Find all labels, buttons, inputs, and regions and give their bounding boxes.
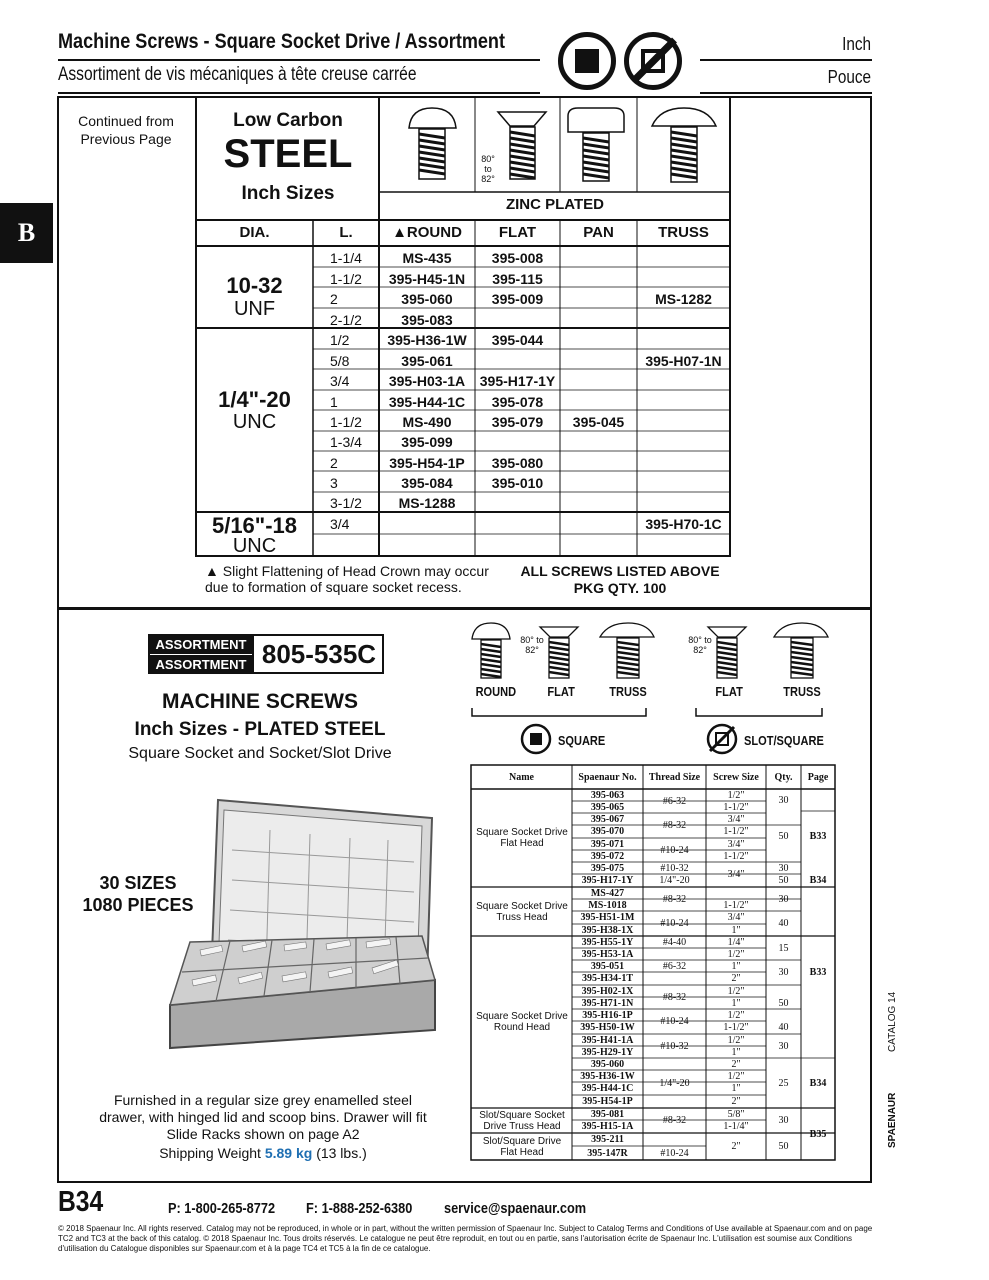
table-page-cell: B33 [809, 967, 827, 978]
table-page-cell: B34 [809, 875, 827, 886]
table-cell-round: 395-H45-1N [388, 271, 466, 287]
table-row-length: 1-1/4 [330, 250, 362, 266]
table-row-length: 1/2 [330, 332, 350, 348]
dia-10-32: 10-32 [226, 273, 283, 298]
table-number-cell: MS-1018 [588, 899, 627, 911]
assortment-size-count: 30 SIZES [99, 873, 177, 893]
table-row-length: 2 [330, 455, 338, 471]
table-cell-round: 395-084 [401, 475, 453, 491]
table-name-cell: Square Socket Drive Truss Head [476, 900, 568, 923]
table-qty-cell: 40 [778, 1022, 789, 1033]
table-page-cell: B33 [809, 831, 827, 842]
table-thread-cell: #10-24 [660, 1147, 689, 1159]
footer-email[interactable]: service@spaenaur.com [444, 1200, 587, 1217]
table-size-cell: 1" [731, 960, 741, 972]
table-number-cell: 395-H41-1A [581, 1034, 634, 1046]
assortment-number: 805-535C [252, 634, 384, 674]
screw-label-flat-2: FLAT [715, 684, 743, 699]
table-thread-cell: 1/4"-20 [659, 1077, 690, 1089]
table-cell-flat: 395-044 [491, 332, 544, 348]
section-tab: B [0, 203, 53, 263]
table-size-cell: 1" [731, 1083, 741, 1094]
screw-label-truss-2: TRUSS [783, 684, 821, 699]
table-cell-flat: 395-010 [491, 475, 544, 491]
table-header: Page [807, 771, 829, 783]
table-size-cell: 1/2" [727, 789, 745, 801]
table-number-cell: 395-081 [590, 1108, 625, 1120]
table-number-cell: 395-H16-1P [582, 1009, 633, 1021]
table-size-cell: 3/4" [727, 912, 745, 923]
table-thread-cell: #8-32 [662, 820, 687, 831]
table-row-length: 1-1/2 [330, 271, 362, 287]
table-size-cell: 5/8" [727, 1108, 745, 1120]
table-thread-cell: #6-32 [662, 961, 687, 972]
table-thread-cell: #10-32 [660, 1040, 689, 1052]
table-size-cell: 1-1/2" [723, 899, 749, 911]
table-thread-cell: #8-32 [662, 1115, 687, 1126]
table-row-length: 3/4 [330, 516, 350, 532]
angle-label-small-2: 80° to 82° [688, 635, 712, 655]
table-cell-round: 395-H44-1C [388, 394, 466, 410]
table-cell-flat: 395-H17-1Y [479, 373, 556, 389]
table-size-cell: 1-1/2" [723, 801, 749, 813]
table-row-length: 1-1/2 [330, 414, 362, 430]
table-cell-round: 395-H03-1A [388, 373, 466, 389]
table-size-cell: 1/4" [727, 936, 745, 948]
table-number-cell: 395-H54-1P [582, 1096, 633, 1107]
table-cell-round: 395-061 [401, 353, 453, 369]
footer-legal: © 2018 Spaenaur Inc. All rights reserved. Catalog may not be reproduced, in whole or in part, without the written permission of Spaenaur Inc. Subject to Catalog Terms and Conditions of Use available at Spaenaur.com and on page TC2 and TC3 at the back of this catalog. © 2018 Spaenaur Inc. Tous droits réservés. Le catalogue ne peut être reproduit, en tout ou en partie, sans l'autorisation écrite de Spaenaur Inc. L'utilisation est soumise aux Conditions d'utilisation du Catalogue disponibles sur Spaenaur.com et à la page TC4 et TC5 à la fin de ce catalogue. [58, 1224, 873, 1253]
table-number-cell: 395-067 [590, 813, 625, 825]
table-qty-cell: 30 [778, 893, 789, 905]
table-qty-cell: 40 [778, 918, 789, 929]
table-name-cell: Slot/Square Drive Flat Head [482, 1135, 562, 1158]
assortment-title: MACHINE SCREWS [161, 690, 358, 713]
shipping-lbs: (13 lbs.) [316, 1145, 367, 1161]
shipping-label: Shipping Weight [159, 1145, 261, 1161]
table-qty-cell: 30 [778, 862, 789, 874]
table-thread-cell: #8-32 [662, 893, 687, 905]
table-cell-round: 395-H36-1W [387, 332, 467, 348]
table-number-cell: 395-H51-1M [580, 912, 635, 923]
footer-phone: P: 1-800-265-8772 [168, 1200, 276, 1217]
pkg-note-line1: ALL SCREWS LISTED ABOVE [520, 563, 720, 579]
flattening-note: ▲ Slight Flattening of Head Crown may occur due to formation of square socket recess. [205, 563, 489, 595]
col-truss: TRUSS [658, 224, 709, 241]
table-size-cell: 1" [731, 1046, 741, 1058]
table-number-cell: 395-H71-1N [581, 997, 634, 1009]
table-qty-cell: 50 [778, 1141, 789, 1152]
continued-note: Continued from Previous Page [78, 113, 174, 147]
table-cell-round: MS-490 [402, 414, 452, 430]
table-size-cell: 1-1/2" [723, 850, 749, 862]
footer-fax: F: 1-888-252-6380 [306, 1200, 413, 1217]
unit-inch: Inch [842, 34, 871, 54]
table-cell-flat: 395-009 [491, 291, 544, 307]
table-size-cell: 2" [731, 1141, 741, 1152]
table-cell-round: 395-H54-1P [389, 455, 465, 471]
page-title: Machine Screws - Square Socket Drive / Assortment [58, 30, 505, 53]
table-row-length: 2 [330, 291, 338, 307]
table-size-cell: 1/2" [727, 1070, 745, 1082]
table-header: Name [509, 771, 534, 783]
table-number-cell: 395-211 [591, 1134, 624, 1145]
table-row-length: 1 [330, 394, 338, 410]
table-number-cell: 395-H50-1W [580, 1022, 635, 1033]
table-header: Thread Size [648, 771, 701, 783]
table-size-cell: 1/2" [727, 1009, 745, 1021]
table-cell-round: MS-435 [402, 250, 452, 266]
assortment-subtitle: Inch Sizes - PLATED STEEL [134, 719, 386, 740]
side-brand: SPAENAUR [887, 1092, 898, 1148]
table-thread-cell: #10-32 [660, 862, 689, 874]
col-round: ▲ROUND [392, 224, 462, 241]
assortment-piece-count: 1080 PIECES [82, 895, 194, 915]
table-qty-cell: 50 [778, 831, 789, 842]
table-cell-truss: 395-H07-1N [645, 353, 722, 369]
finish-label: ZINC PLATED [505, 196, 605, 213]
table-thread-cell: #4-40 [662, 936, 687, 948]
table-cell-round: MS-1288 [398, 495, 456, 511]
table-number-cell: 395-063 [590, 789, 625, 801]
assortment-label: ASSORTMENT [150, 636, 252, 654]
table-size-cell: 2" [731, 973, 741, 984]
table-name-cell: Square Socket Drive Flat Head [476, 827, 568, 849]
table-number-cell: 395-H17-1Y [581, 875, 634, 886]
table-size-cell: 1" [731, 997, 741, 1009]
table-row-length: 3/4 [330, 373, 350, 389]
screw-label-flat: FLAT [547, 684, 575, 699]
table-number-cell: 395-H34-1T [581, 973, 634, 984]
table-number-cell: 395-071 [590, 838, 625, 850]
table-row-length: 2-1/2 [330, 312, 362, 328]
assortment-description: Furnished in a regular size grey enamelled steel drawer, with hinged lid and scoop bins. Drawer will fit Slide Racks shown on page A2 [99, 1092, 427, 1142]
table-size-cell: 3/4" [727, 838, 745, 850]
table-header: Spaenaur No. [578, 771, 637, 783]
pkg-note-line2: PKG QTY. 100 [573, 580, 667, 596]
table-name-cell: Square Socket Drive Round Head [476, 1011, 568, 1033]
angle-label-small: 80° to 82° [520, 635, 544, 655]
col-dia: DIA. [239, 224, 270, 241]
thread-unc: UNC [232, 411, 277, 433]
table-number-cell: 395-072 [590, 850, 625, 862]
drive-label-slot-square: SLOT/SQUARE [744, 733, 824, 748]
table-row-length: 3-1/2 [330, 495, 362, 511]
material-line2: STEEL [223, 132, 353, 176]
table-qty-cell: 30 [778, 967, 789, 978]
table-cell-flat: 395-079 [491, 414, 544, 430]
table-cell-flat: 395-115 [492, 271, 543, 287]
table-thread-cell: 1/4"-20 [659, 875, 690, 886]
table-size-cell: 1-1/2" [723, 1022, 749, 1033]
thread-unf: UNF [233, 298, 276, 320]
shipping-kg: 5.89 kg [264, 1145, 313, 1161]
assortment-drive-desc: Square Socket and Socket/Slot Drive [128, 745, 392, 762]
table-number-cell: 395-H15-1A [581, 1121, 634, 1132]
table-number-cell: 395-H02-1X [581, 985, 634, 997]
table-qty-cell: 30 [778, 1115, 789, 1126]
material-line1: Low Carbon [233, 110, 343, 131]
screw-label-round: ROUND [475, 684, 517, 699]
thread-unc-2: UNC [232, 535, 277, 557]
col-length: L. [339, 224, 353, 241]
unit-pouce: Pouce [827, 67, 871, 87]
col-pan: PAN [583, 224, 614, 241]
table-number-cell: MS-427 [590, 887, 625, 899]
table-size-cell: 1/2" [727, 985, 745, 997]
table-size-cell: 1/2" [727, 1034, 745, 1046]
table-number-cell: 395-H29-1Y [581, 1046, 634, 1058]
table-thread-cell: #10-24 [660, 844, 689, 856]
table-cell-flat: 395-078 [491, 394, 544, 410]
table-thread-cell: #10-24 [660, 918, 689, 929]
table-cell-truss: 395-H70-1C [645, 516, 722, 532]
table-cell-flat: 395-008 [491, 250, 544, 266]
material-line3: Inch Sizes [241, 183, 335, 204]
table-size-cell: 3/4" [727, 869, 745, 880]
table-cell-round: 395-060 [401, 291, 453, 307]
table-size-cell: 1" [731, 924, 741, 936]
table-thread-cell: #6-32 [662, 795, 687, 807]
table-cell-round: 395-099 [401, 434, 453, 450]
table-number-cell: 395-H38-1X [581, 924, 634, 936]
table-page-cell: B34 [809, 1077, 827, 1089]
table-thread-cell: #10-24 [660, 1016, 689, 1027]
col-flat: FLAT [498, 224, 537, 241]
table-qty-cell: 25 [778, 1077, 789, 1089]
table-number-cell: 395-051 [590, 960, 625, 972]
table-qty-cell: 30 [778, 794, 789, 806]
table-number-cell: 395-060 [590, 1058, 625, 1070]
table-size-cell: 1-1/4" [723, 1121, 749, 1132]
table-size-cell: 2" [731, 1058, 741, 1070]
drive-label-square: SQUARE [558, 733, 606, 748]
table-qty-cell: 30 [778, 1040, 789, 1052]
table-number-cell: 395-H55-1Y [581, 936, 634, 948]
table-qty-cell: 50 [778, 875, 789, 886]
table-number-cell: 395-H53-1A [581, 948, 634, 960]
table-qty-cell: 50 [778, 997, 789, 1009]
screw-label-truss: TRUSS [609, 684, 647, 699]
page-subtitle: Assortiment de vis mécaniques à tête creuse carrée [58, 64, 417, 85]
table-row-length: 5/8 [330, 353, 350, 369]
side-catalog: CATALOG 14 [887, 991, 898, 1052]
table-number-cell: 395-H36-1W [580, 1070, 635, 1082]
table-name-cell: Slot/Square Socket Drive Truss Head [479, 1109, 565, 1132]
table-cell-truss: MS-1282 [655, 291, 712, 307]
table-number-cell: 395-147R [587, 1147, 628, 1159]
table-row-length: 3 [330, 475, 338, 491]
table-header: Screw Size [713, 771, 759, 783]
page-number: B34 [58, 1186, 104, 1218]
dia-5-16-18: 5/16"-18 [211, 513, 298, 538]
table-size-cell: 1/2" [727, 948, 745, 960]
table-qty-cell: 15 [778, 942, 789, 954]
table-page-cell: B35 [809, 1128, 827, 1140]
table-size-cell: 1-1/2" [723, 826, 749, 837]
table-number-cell: 395-065 [590, 801, 625, 813]
table-cell-round: 395-083 [401, 312, 453, 328]
table-number-cell: 395-075 [590, 862, 625, 874]
table-size-cell: 2" [731, 1096, 741, 1107]
table-thread-cell: #8-32 [662, 991, 687, 1003]
dia-quarter-20: 1/4"-20 [218, 387, 291, 412]
angle-label: 80° to 82° [481, 154, 495, 184]
table-row-length: 1-3/4 [330, 434, 362, 450]
table-size-cell: 3/4" [727, 813, 745, 825]
assortment-label-fr: ASSORTMENT [150, 655, 252, 673]
table-number-cell: 395-070 [590, 826, 625, 837]
table-cell-flat: 395-080 [491, 455, 544, 471]
table-cell-pan: 395-045 [572, 414, 625, 430]
table-number-cell: 395-H44-1C [581, 1083, 634, 1094]
table-header: Qty. [774, 771, 793, 783]
